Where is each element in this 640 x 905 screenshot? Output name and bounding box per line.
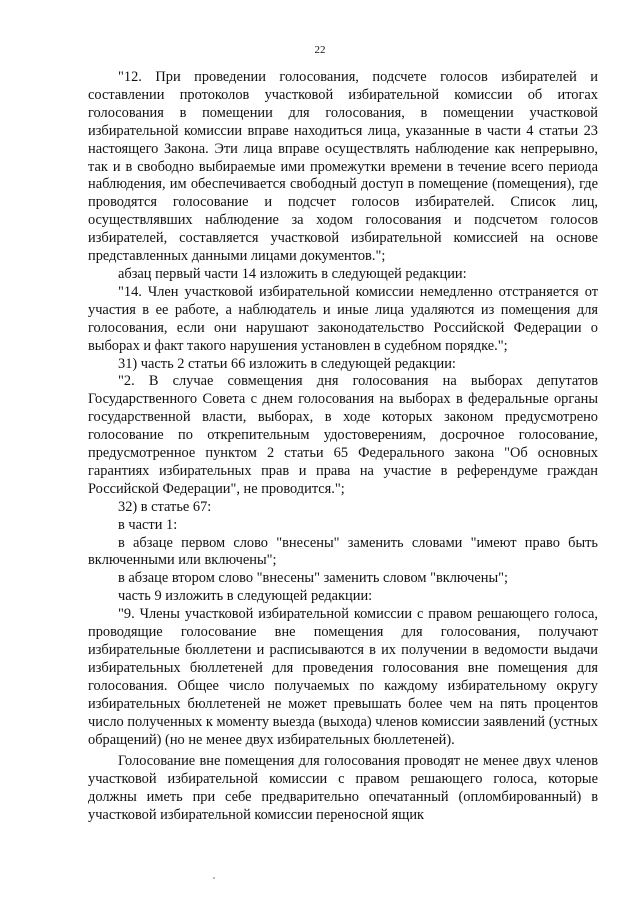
paragraph-point-31: 31) часть 2 статьи 66 изложить в следующей редакции:: [118, 355, 456, 372]
paragraph-item-2-amendment: "2. В случае совмещения дня голосования на выборах депутатов Государственного Совета с днем голосования на выборах в федеральные органы государственной власти, выборах, в ходе которых законом предусмотрено голосование по открепительным удостоверениям, досрочное голосование, предусмотренное пунктом 2 статьи 65 Федерального закона "Об основных гарантиях избирательных прав и права на участие в референдуме граждан Российской Федерации", не проводится.";: [88, 373, 598, 497]
paragraph-item-14-amendment: "14. Член участковой избирательной комиссии немедленно отстраняется от участия в ее работе, а наблюдатель и иные лица удаляются из помещения для голосования, если они нарушают законодательство Российской Федерации о выборах и факт такого нарушения установлен в судебном порядке.";: [88, 283, 598, 354]
paragraph-second-subparagraph: в абзаце втором слово "внесены" заменить словом "включены";: [118, 570, 508, 587]
paragraph-item-12-amendment: "12. При проведении голосования, подсчете голосов избирателей и составлении протоколов участковой избирательной комиссии об итогах голосования в помещении для голосования, в помещении участковой избирательной комиссии вправе находиться лица, указанные в части 4 статьи 23 настоящего Закона. Эти лица вправе осуществлять наблюдение как непрерывно, так и в свободно выбираемые ими промежутки времени в течение всего периода наблюдения, им обеспечивается свободный доступ в помещение (помещения), где проводятся голосование и подсчет голосов избирателей. Список лиц, осуществлявших наблюдение за ходом голосования и подсчетом голосов избирателей, составляется участковой избирательной комиссией на основе представленных данными лицами документов.";: [88, 69, 598, 265]
page-number: 22: [314, 44, 326, 56]
paragraph-outside-voting: Голосование вне помещения для голосования проводят не менее двух членов участковой избирательной комиссии с правом решающего голоса, которые должны иметь при себе предварительно опечатанный (опломбированный) в участковой избирательной комиссии переносной ящик: [88, 753, 598, 824]
paragraph-first-subparagraph: в абзаце первом слово "внесены" заменить словами "имеют право быть включенными или включены";: [88, 534, 598, 569]
paragraph-part-9-instruction: часть 9 изложить в следующей редакции:: [118, 588, 373, 605]
paragraph-item-9-amendment: "9. Члены участковой избирательной комиссии с правом решающего голоса, проводящие голосование вне помещения для голосования, получают избирательные бюллетени и расписываются в их получении в ведомости выдачи избирательных бюллетеней для проведения голосования вне помещения для голосования. Общее число получаемых по каждому избирательному округу избирательных бюллетеней не может превышать более чем на пять процентов число полученных к моменту выезда (выхода) членов комиссии заявлений (устных обращений) (но не менее двух избирательных бюллетеней).: [88, 606, 598, 748]
document-body: [88, 69, 598, 825]
paragraph-part-1: в части 1:: [118, 516, 178, 533]
paragraph-point-32: 32) в статье 67:: [118, 498, 212, 515]
scan-dot-mark: [213, 877, 215, 879]
paragraph-part-14-instruction: абзац первый части 14 изложить в следующей редакции:: [118, 265, 467, 282]
